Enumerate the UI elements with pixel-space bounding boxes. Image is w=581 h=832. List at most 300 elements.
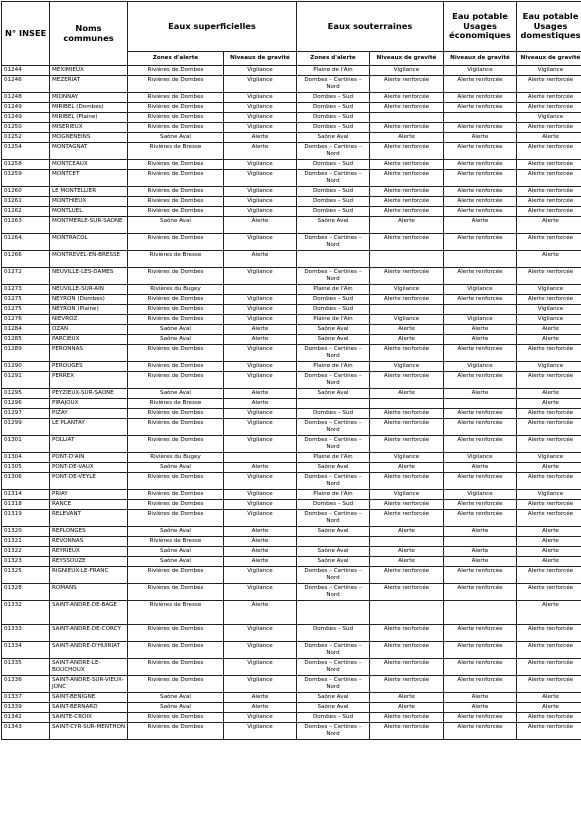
cell-niveau-souterraine [370,399,444,409]
cell-niveau-potable-dom: Vigilance [517,285,581,295]
cell-zone-superficielle: Rivières de Dombes [128,362,224,372]
cell-niveau-superficielle: Vigilance [224,625,297,642]
table-row [2,463,581,473]
cell-niveau-superficielle: Alerte [224,527,297,537]
cell-zone-superficielle: Rivières du Bugey [128,285,224,295]
cell-niveau-potable-dom: Alerte [517,703,581,713]
cell-zone-superficielle: Rivières de Bresse [128,251,224,268]
cell-niveau-potable-eco: Alerte renforcée [444,723,517,740]
cell-niveau-superficielle: Vigilance [224,372,297,389]
cell-commune: PEYZIEUX-SUR-SAONE [50,389,128,399]
cell-zone-superficielle: Rivières de Dombes [128,642,224,659]
cell-niveau-superficielle: Alerte [224,133,297,143]
cell-zone-superficielle: Rivières de Dombes [128,305,224,315]
table-row [2,713,581,723]
cell-commune: PARCIEUX [50,335,128,345]
cell-niveau-superficielle: Vigilance [224,268,297,285]
cell-niveau-superficielle: Alerte [224,557,297,567]
cell-zone-superficielle: Rivières de Dombes [128,123,224,133]
cell-niveau-potable-eco: Alerte renforcée [444,197,517,207]
cell-zone-superficielle: Rivières de Dombes [128,676,224,693]
table-row [2,537,581,547]
table-row [2,557,581,567]
cell-niveau-superficielle: Vigilance [224,409,297,419]
cell-niveau-potable-dom: Alerte renforcée [517,187,581,197]
cell-commune: PIZAY [50,409,128,419]
cell-commune: ROMANS [50,584,128,601]
cell-zone-superficielle: Rivières de Dombes [128,584,224,601]
cell-zone-souterraine [297,251,370,268]
cell-niveau-potable-dom: Alerte renforcée [517,372,581,389]
cell-niveau-souterraine: Alerte renforcée [370,187,444,197]
table-row [2,295,581,305]
cell-insee: 01272 [2,268,50,285]
cell-zone-superficielle: Rivières de Bresse [128,537,224,547]
cell-niveau-potable-eco: Alerte renforcée [444,713,517,723]
cell-niveau-souterraine: Alerte renforcée [370,473,444,490]
cell-niveau-potable-dom: Vigilance [517,66,581,76]
cell-niveau-potable-eco: Alerte renforcée [444,170,517,187]
cell-niveau-superficielle: Vigilance [224,160,297,170]
cell-commune: MONTCET [50,170,128,187]
cell-commune: SAINT-CYR-SUR-MENTHON [50,723,128,740]
cell-zone-superficielle: Rivières de Dombes [128,409,224,419]
cell-commune: MONTREVEL-EN-BRESSE [50,251,128,268]
cell-insee: 01295 [2,389,50,399]
cell-niveau-souterraine: Alerte renforcée [370,659,444,676]
table-row [2,170,581,187]
cell-zone-souterraine [297,537,370,547]
cell-zone-souterraine: Dombes – Sud [297,625,370,642]
cell-niveau-souterraine: Alerte renforcée [370,207,444,217]
cell-zone-superficielle: Rivières de Dombes [128,345,224,362]
cell-niveau-souterraine: Alerte [370,547,444,557]
cell-niveau-souterraine: Alerte renforcée [370,625,444,642]
cell-commune: SAINT-BERNARD [50,703,128,713]
cell-commune: MEXIMIEUX [50,66,128,76]
cell-niveau-superficielle [224,285,297,295]
cell-niveau-potable-eco: Alerte renforcée [444,160,517,170]
cell-niveau-potable-eco: Alerte renforcée [444,268,517,285]
cell-insee: 01275 [2,305,50,315]
cell-niveau-potable-eco: Alerte [444,527,517,537]
cell-zone-souterraine: Dombes – Certines – Nord [297,419,370,436]
cell-niveau-souterraine: Vigilance [370,490,444,500]
cell-insee: 01297 [2,409,50,419]
cell-commune: RELEVANT [50,510,128,527]
cell-zone-superficielle: Rivières de Dombes [128,207,224,217]
cell-niveau-superficielle: Alerte [224,693,297,703]
cell-niveau-superficielle: Vigilance [224,473,297,490]
cell-commune: NEYRON (Plaine) [50,305,128,315]
cell-commune: PERREX [50,372,128,389]
cell-niveau-souterraine: Alerte [370,217,444,234]
cell-niveau-potable-dom: Alerte renforcée [517,625,581,642]
table-row [2,325,581,335]
cell-niveau-souterraine: Alerte renforcée [370,170,444,187]
cell-niveau-potable-eco: Alerte renforcée [444,295,517,305]
cell-niveau-superficielle: Vigilance [224,66,297,76]
cell-insee: 01273 [2,285,50,295]
cell-niveau-potable-dom: Alerte renforcée [517,197,581,207]
table-row [2,268,581,285]
cell-niveau-potable-dom: Alerte renforcée [517,642,581,659]
cell-niveau-superficielle: Vigilance [224,305,297,315]
cell-niveau-potable-dom: Alerte renforcée [517,123,581,133]
cell-insee: 01264 [2,234,50,251]
cell-zone-souterraine: Dombes – Sud [297,113,370,123]
cell-zone-souterraine: Saône Aval [297,325,370,335]
cell-niveau-souterraine: Alerte [370,557,444,567]
cell-niveau-potable-dom: Alerte [517,335,581,345]
cell-niveau-souterraine: Alerte renforcée [370,642,444,659]
cell-zone-souterraine: Dombes – Certines – Nord [297,76,370,93]
cell-insee: 01322 [2,547,50,557]
cell-niveau-souterraine: Alerte renforcée [370,409,444,419]
cell-niveau-potable-eco: Alerte [444,703,517,713]
cell-niveau-potable-eco [444,113,517,123]
cell-niveau-potable-dom: Alerte renforcée [517,676,581,693]
cell-niveau-souterraine: Vigilance [370,285,444,295]
cell-insee: 01299 [2,419,50,436]
cell-zone-souterraine: Dombes – Certines – Nord [297,345,370,362]
cell-insee: 01290 [2,362,50,372]
cell-zone-souterraine: Saône Aval [297,335,370,345]
cell-niveau-potable-eco: Vigilance [444,453,517,463]
cell-zone-superficielle: Rivières de Dombes [128,436,224,453]
cell-commune: MEZERIAT [50,76,128,93]
cell-niveau-superficielle: Vigilance [224,170,297,187]
cell-insee: 01321 [2,537,50,547]
table-row [2,510,581,527]
subheader-niveaux-souterraines: Niveaux de gravité [370,52,444,66]
cell-niveau-souterraine: Alerte renforcée [370,436,444,453]
cell-zone-souterraine: Dombes – Sud [297,207,370,217]
cell-zone-superficielle: Rivières de Dombes [128,103,224,113]
cell-niveau-potable-eco [444,305,517,315]
cell-niveau-souterraine: Alerte renforcée [370,76,444,93]
cell-insee: 01259 [2,170,50,187]
cell-commune: MONTAGNAT [50,143,128,160]
cell-niveau-potable-dom: Alerte [517,547,581,557]
cell-niveau-souterraine: Alerte renforcée [370,160,444,170]
cell-commune: MIRIBEL (Dombes) [50,103,128,113]
cell-insee: 01325 [2,567,50,584]
subheader-niveaux-superficielles: Niveaux de gravité [224,52,297,66]
table-row [2,66,581,76]
cell-commune: PERONNAS [50,345,128,362]
cell-zone-souterraine: Dombes – Certines – Nord [297,436,370,453]
cell-niveau-souterraine: Alerte [370,693,444,703]
cell-commune: LE PLANTAY [50,419,128,436]
cell-niveau-potable-dom: Alerte [517,693,581,703]
cell-niveau-potable-dom: Alerte [517,601,581,625]
cell-niveau-potable-eco: Alerte [444,133,517,143]
cell-niveau-souterraine: Alerte renforcée [370,143,444,160]
cell-zone-souterraine: Saône Aval [297,217,370,234]
cell-insee: 01339 [2,703,50,713]
cell-niveau-potable-dom: Alerte renforcée [517,510,581,527]
cell-zone-superficielle: Rivières de Dombes [128,170,224,187]
table-row [2,93,581,103]
cell-commune: MONTMERLE-SUR-SAONE [50,217,128,234]
cell-niveau-superficielle: Vigilance [224,76,297,93]
cell-niveau-potable-dom: Alerte [517,325,581,335]
cell-insee: 01285 [2,335,50,345]
cell-insee: 01296 [2,399,50,409]
cell-zone-souterraine: Plaine de l'Ain [297,362,370,372]
cell-zone-superficielle: Rivières de Dombes [128,510,224,527]
cell-commune: REYRIEUX [50,547,128,557]
cell-commune: MONTRACOL [50,234,128,251]
cell-niveau-souterraine: Alerte renforcée [370,103,444,113]
cell-niveau-potable-eco: Alerte [444,557,517,567]
cell-insee: 01260 [2,187,50,197]
cell-zone-superficielle: Rivières de Dombes [128,659,224,676]
cell-insee: 01262 [2,207,50,217]
cell-niveau-potable-eco: Alerte renforcée [444,103,517,113]
cell-niveau-potable-eco: Alerte [444,463,517,473]
cell-insee: 01318 [2,500,50,510]
cell-commune: MOGNENEINS [50,133,128,143]
cell-insee: 01261 [2,197,50,207]
cell-niveau-potable-eco: Alerte renforcée [444,510,517,527]
cell-niveau-potable-eco: Alerte renforcée [444,419,517,436]
cell-insee: 01266 [2,251,50,268]
table-row [2,453,581,463]
cell-niveau-potable-dom: Alerte renforcée [517,76,581,93]
cell-niveau-potable-eco: Alerte renforcée [444,659,517,676]
cell-niveau-superficielle: Vigilance [224,723,297,740]
cell-zone-souterraine: Dombes – Certines – Nord [297,234,370,251]
cell-zone-superficielle: Rivières de Bresse [128,399,224,409]
cell-niveau-superficielle: Vigilance [224,419,297,436]
cell-zone-souterraine: Saône Aval [297,547,370,557]
cell-niveau-potable-dom: Alerte [517,399,581,409]
cell-commune: POLLIAT [50,436,128,453]
cell-commune: PONT-DE-VEYLE [50,473,128,490]
cell-niveau-superficielle: Vigilance [224,676,297,693]
table-row [2,490,581,500]
cell-niveau-souterraine [370,537,444,547]
cell-commune: OZAN [50,325,128,335]
cell-niveau-souterraine: Alerte renforcée [370,123,444,133]
cell-zone-souterraine: Plaine de l'Ain [297,66,370,76]
cell-niveau-superficielle: Vigilance [224,362,297,372]
cell-insee: 01342 [2,713,50,723]
table-row [2,547,581,557]
cell-niveau-superficielle: Vigilance [224,123,297,133]
cell-niveau-potable-eco: Alerte renforcée [444,345,517,362]
cell-niveau-potable-eco: Alerte [444,325,517,335]
cell-niveau-superficielle: Vigilance [224,187,297,197]
subheader-zones-alerte-superficielles: Zones d'alerte [128,52,224,66]
cell-zone-souterraine: Dombes – Sud [297,160,370,170]
cell-insee: 01250 [2,123,50,133]
table-row [2,601,581,625]
cell-niveau-potable-eco: Alerte [444,335,517,345]
cell-insee: 01336 [2,676,50,693]
cell-zone-souterraine: Dombes – Sud [297,295,370,305]
cell-commune: SAINT-ANDRE-LE-BOUCHOUX [50,659,128,676]
cell-zone-superficielle: Rivières de Bresse [128,143,224,160]
cell-zone-souterraine: Dombes – Sud [297,409,370,419]
cell-niveau-souterraine [370,113,444,123]
cell-niveau-superficielle: Vigilance [224,113,297,123]
cell-zone-souterraine: Plaine de l'Ain [297,490,370,500]
cell-niveau-potable-eco [444,537,517,547]
cell-niveau-potable-eco: Alerte renforcée [444,143,517,160]
table-row [2,473,581,490]
table-row [2,197,581,207]
cell-zone-superficielle: Rivières de Dombes [128,76,224,93]
cell-niveau-souterraine: Alerte renforcée [370,268,444,285]
cell-niveau-souterraine: Alerte [370,703,444,713]
cell-niveau-superficielle: Vigilance [224,659,297,676]
cell-niveau-potable-dom: Alerte renforcée [517,500,581,510]
cell-niveau-potable-dom: Alerte renforcée [517,268,581,285]
cell-niveau-souterraine: Alerte [370,527,444,537]
table-row [2,160,581,170]
cell-zone-superficielle: Saône Aval [128,547,224,557]
cell-niveau-potable-eco: Vigilance [444,315,517,325]
cell-niveau-souterraine: Alerte [370,335,444,345]
table-row [2,399,581,409]
table-row [2,251,581,268]
cell-niveau-superficielle: Vigilance [224,93,297,103]
cell-niveau-souterraine: Alerte renforcée [370,372,444,389]
cell-niveau-superficielle: Vigilance [224,103,297,113]
cell-niveau-souterraine: Alerte renforcée [370,419,444,436]
cell-zone-souterraine: Dombes – Certines – Nord [297,642,370,659]
cell-niveau-potable-dom: Alerte renforcée [517,295,581,305]
cell-insee: 01320 [2,527,50,537]
cell-commune: SAINT-ANDRE-D'HUIRIAT [50,642,128,659]
cell-zone-superficielle: Saône Aval [128,133,224,143]
cell-niveau-potable-eco: Alerte renforcée [444,123,517,133]
cell-insee: 01334 [2,642,50,659]
cell-commune: SAINT-ANDRE-DE-BAGE [50,601,128,625]
header-eau-potable-economiques: Eau potable Usages économiques [444,2,517,52]
table-row [2,335,581,345]
table-row [2,113,581,123]
cell-insee: 01319 [2,510,50,527]
cell-commune: MISERIEUX [50,123,128,133]
table-row [2,133,581,143]
cell-zone-souterraine: Saône Aval [297,463,370,473]
cell-niveau-potable-dom: Alerte [517,389,581,399]
cell-zone-souterraine: Dombes – Sud [297,305,370,315]
cell-niveau-superficielle: Alerte [224,399,297,409]
cell-commune: MIRIBEL (Plaine) [50,113,128,123]
table-row [2,703,581,713]
table-row [2,584,581,601]
cell-niveau-potable-dom: Vigilance [517,490,581,500]
cell-niveau-souterraine: Alerte [370,389,444,399]
cell-niveau-potable-dom: Alerte renforcée [517,419,581,436]
cell-niveau-superficielle: Vigilance [224,510,297,527]
cell-niveau-potable-dom: Alerte renforcée [517,93,581,103]
cell-niveau-potable-dom: Alerte renforcée [517,713,581,723]
cell-zone-superficielle: Rivières de Dombes [128,419,224,436]
cell-niveau-potable-dom: Alerte renforcée [517,659,581,676]
cell-zone-superficielle: Rivières de Dombes [128,372,224,389]
cell-insee: 01249 [2,103,50,113]
cell-commune: PONT-DE-VAUX [50,463,128,473]
header-eaux-souterraines: Eaux souterraines [297,2,444,52]
cell-niveau-potable-eco: Alerte renforcée [444,625,517,642]
cell-commune: REYSSOUZE [50,557,128,567]
cell-zone-souterraine: Dombes – Certines – Nord [297,676,370,693]
cell-niveau-potable-eco: Alerte renforcée [444,93,517,103]
cell-niveau-potable-eco: Vigilance [444,285,517,295]
cell-niveau-superficielle: Vigilance [224,315,297,325]
cell-niveau-potable-dom: Alerte renforcée [517,473,581,490]
cell-niveau-potable-eco: Alerte renforcée [444,76,517,93]
cell-commune: PEROUGES [50,362,128,372]
cell-zone-souterraine: Dombes – Certines – Nord [297,567,370,584]
cell-niveau-potable-eco: Alerte [444,217,517,234]
cell-commune: PONT-D'AIN [50,453,128,463]
cell-insee: 01246 [2,76,50,93]
cell-niveau-souterraine: Alerte renforcée [370,567,444,584]
cell-insee: 01332 [2,601,50,625]
cell-zone-superficielle: Rivières de Dombes [128,113,224,123]
cell-niveau-potable-eco: Alerte renforcée [444,473,517,490]
cell-zone-superficielle: Rivières de Dombes [128,500,224,510]
cell-insee: 01284 [2,325,50,335]
header-eau-potable-domestiques: Eau potable Usages domestiques [517,2,581,52]
cell-niveau-superficielle: Vigilance [224,500,297,510]
cell-insee: 01333 [2,625,50,642]
cell-commune: MONTLUEL [50,207,128,217]
cell-zone-souterraine: Saône Aval [297,389,370,399]
table-row [2,76,581,93]
table-row [2,659,581,676]
cell-insee: 01252 [2,133,50,143]
cell-niveau-souterraine: Alerte renforcée [370,510,444,527]
cell-insee: 01337 [2,693,50,703]
cell-zone-superficielle: Saône Aval [128,693,224,703]
cell-zone-souterraine: Saône Aval [297,693,370,703]
cell-niveau-souterraine [370,305,444,315]
cell-niveau-superficielle: Vigilance [224,207,297,217]
cell-insee: 01291 [2,372,50,389]
cell-commune: NIEVROZ [50,315,128,325]
cell-niveau-potable-eco [444,399,517,409]
cell-insee: 01305 [2,463,50,473]
cell-niveau-superficielle: Vigilance [224,713,297,723]
cell-niveau-superficielle: Alerte [224,463,297,473]
cell-zone-souterraine: Dombes – Sud [297,103,370,113]
cell-insee: 01343 [2,723,50,740]
table-row [2,143,581,160]
drought-restrictions-table [1,1,581,740]
cell-insee: 01275 [2,295,50,305]
cell-niveau-souterraine: Alerte renforcée [370,93,444,103]
cell-niveau-potable-eco: Vigilance [444,490,517,500]
cell-zone-souterraine: Dombes – Sud [297,713,370,723]
cell-niveau-superficielle: Vigilance [224,436,297,453]
cell-niveau-potable-eco: Alerte renforcée [444,567,517,584]
cell-niveau-superficielle: Vigilance [224,490,297,500]
cell-zone-superficielle: Saône Aval [128,463,224,473]
cell-zone-superficielle: Saône Aval [128,557,224,567]
cell-niveau-souterraine: Vigilance [370,315,444,325]
table-row [2,642,581,659]
cell-zone-souterraine: Dombes – Certines – Nord [297,372,370,389]
cell-niveau-potable-dom: Alerte [517,527,581,537]
